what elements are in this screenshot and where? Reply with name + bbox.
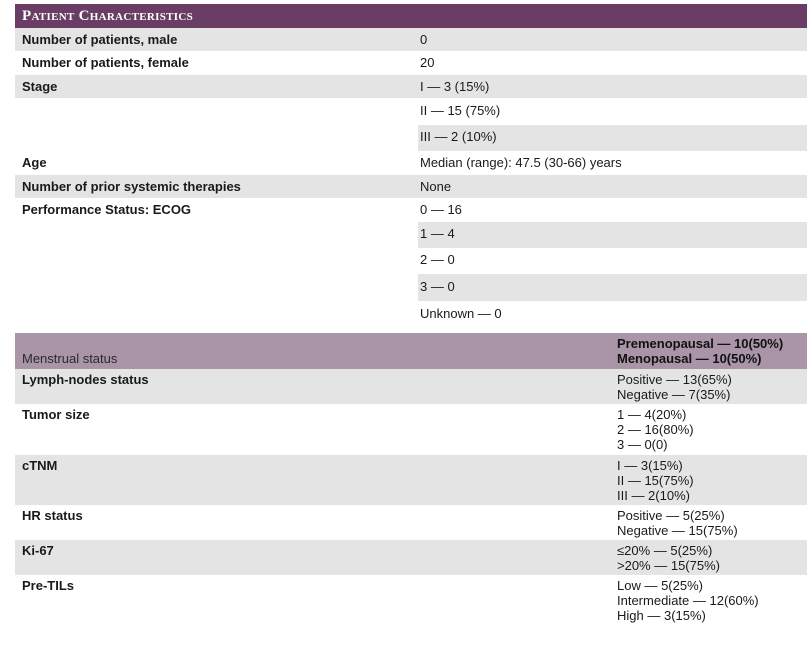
row-label: Lymph-nodes status: [22, 372, 149, 387]
row-value: I — 3(15%) II — 15(75%) III — 2(10%): [617, 458, 694, 503]
row-value: ≤20% — 5(25%) >20% — 15(75%): [617, 543, 720, 573]
row-value: 1 — 4(20%) 2 — 16(80%) 3 — 0(0): [617, 407, 694, 452]
row-value: III — 2 (10%): [420, 129, 497, 144]
row-value: I — 3 (15%): [420, 79, 490, 94]
table-row: [15, 175, 807, 198]
table-row: [15, 540, 807, 575]
row-value: II — 15 (75%): [420, 103, 501, 118]
row-value: 0: [420, 32, 428, 47]
row-value: 20: [420, 55, 435, 70]
row-value: Unknown — 0: [420, 306, 502, 321]
row-value: 1 — 4: [420, 226, 455, 241]
row-value: 3 — 0: [420, 279, 455, 294]
table-title: Patient Characteristics: [15, 4, 807, 28]
row-label: Menstrual status: [22, 351, 118, 366]
tumor-characteristics-table: [15, 369, 807, 627]
row-label: HR status: [22, 508, 83, 523]
patient-characteristics-table: [15, 28, 807, 327]
row-value: None: [420, 179, 452, 194]
row-label: Pre-TILs: [22, 578, 75, 593]
table-row: [15, 369, 807, 404]
table-row: [15, 198, 807, 327]
table-row: [15, 404, 807, 455]
row-value: Median (range): 47.5 (30-66) years: [420, 155, 622, 170]
row-label: Number of patients, male: [22, 32, 178, 47]
row-value: 2 — 0: [420, 252, 455, 267]
table-row: [15, 28, 807, 51]
row-label: Age: [22, 155, 47, 170]
row-label: Performance Status: ECOG: [22, 202, 192, 217]
table-row: [15, 455, 807, 505]
row-label: Ki-67: [22, 543, 54, 558]
row-value: 0 — 16: [420, 202, 462, 217]
table-row: [15, 51, 807, 75]
row-value: Low — 5(25%) Intermediate — 12(60%) High — 3(15%): [617, 578, 759, 623]
table-row: [15, 505, 807, 540]
row-value: Positive — 13(65%) Negative — 7(35%): [617, 372, 732, 402]
menstrual-status-header: [15, 333, 807, 369]
row-value: Positive — 5(25%) Negative — 15(75%): [617, 508, 738, 538]
table-row: [15, 151, 807, 175]
table-row: [15, 575, 807, 627]
table-row: [15, 75, 807, 151]
row-label: Stage: [22, 79, 58, 94]
row-label: Number of patients, female: [22, 55, 189, 70]
row-value: Premenopausal — 10(50%) Menopausal — 10(50%): [617, 336, 784, 366]
row-label: cTNM: [22, 458, 58, 473]
row-label: Number of prior systemic therapies: [22, 179, 241, 194]
row-label: Tumor size: [22, 407, 90, 422]
